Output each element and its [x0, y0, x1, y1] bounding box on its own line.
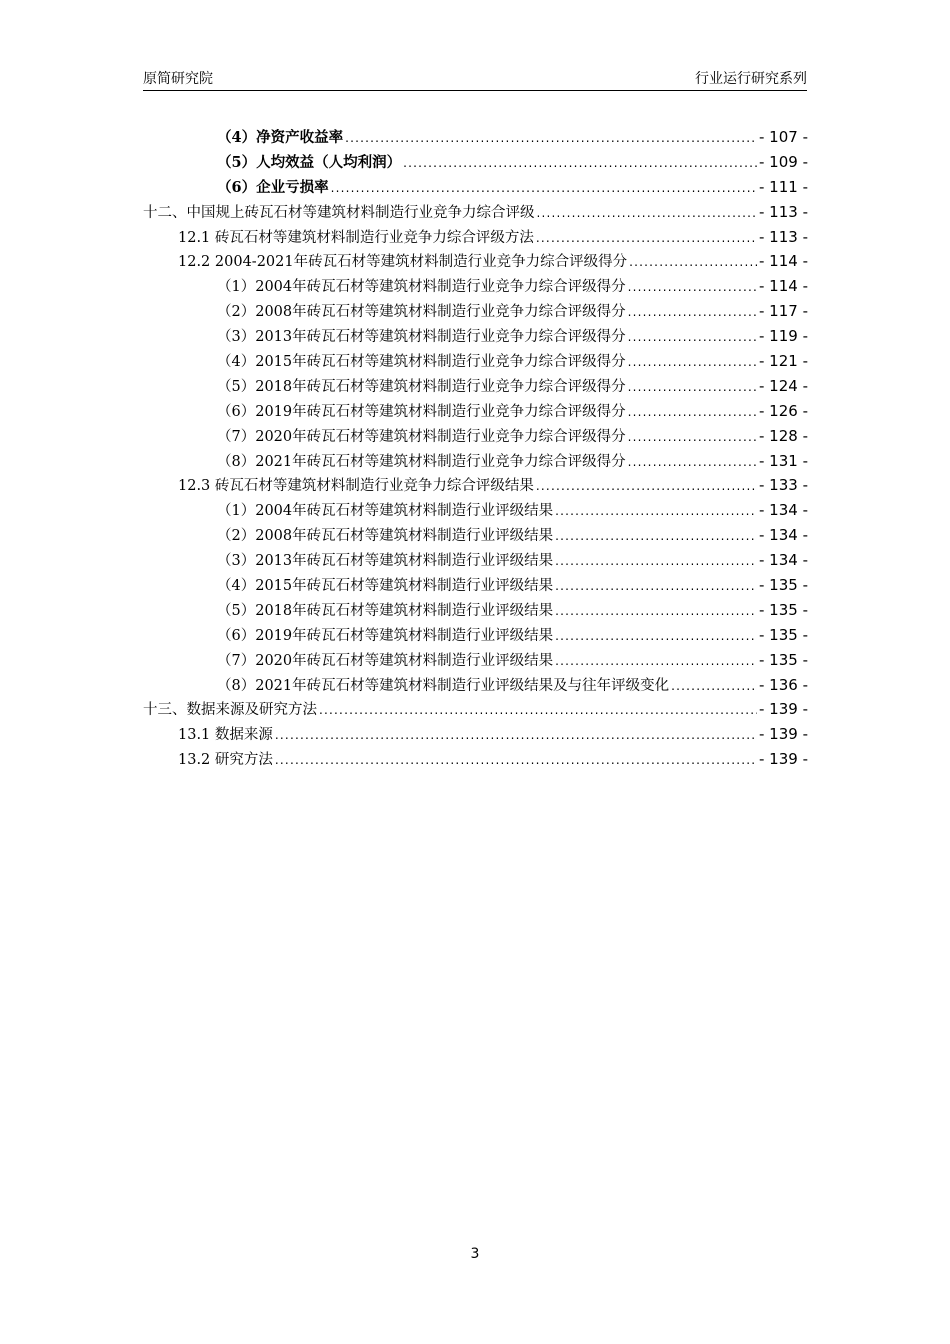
- toc-dot-leader: [555, 649, 757, 674]
- toc-entry[interactable]: [143, 523, 808, 548]
- toc-entry-page: - 114 -: [759, 277, 808, 296]
- toc-entry-title: （6）企业亏损率: [217, 178, 329, 196]
- header-series-name: 行业运行研究系列: [695, 71, 807, 87]
- toc-entry[interactable]: [143, 573, 808, 598]
- toc-entry[interactable]: [143, 225, 808, 250]
- toc-entry-page: - 134 -: [759, 501, 808, 520]
- toc-dot-leader: [628, 400, 757, 425]
- toc-entry-title: （3）2013年砖瓦石材等建筑材料制造行业评级结果: [217, 553, 554, 570]
- toc-dot-leader: [331, 176, 757, 201]
- toc-entry[interactable]: [143, 473, 808, 498]
- toc-entry-page: - 107 -: [759, 128, 808, 146]
- toc-entry[interactable]: [143, 673, 808, 698]
- toc-entry-page: - 109 -: [759, 152, 808, 171]
- toc-entry-title: （3）2013年砖瓦石材等建筑材料制造行业竞争力综合评级得分: [217, 329, 626, 346]
- toc-entry[interactable]: [143, 449, 808, 474]
- toc-entry-title: 十三、数据来源及研究方法: [143, 702, 317, 719]
- toc-entry-page: - 113 -: [759, 202, 808, 221]
- header-org-name: 原简研究院: [143, 71, 213, 87]
- toc-entry-title: 十二、中国规上砖瓦石材等建筑材料制造行业竞争力综合评级: [143, 204, 535, 221]
- page-header: [143, 68, 807, 91]
- toc-entry[interactable]: [143, 125, 808, 150]
- toc-dot-leader: [536, 474, 757, 499]
- toc-entry[interactable]: [143, 175, 808, 200]
- toc-entry-title: （8）2021年砖瓦石材等建筑材料制造行业竞争力综合评级得分: [217, 453, 626, 470]
- toc-dot-leader: [319, 698, 757, 723]
- toc-dot-leader: [555, 549, 757, 574]
- toc-entry-title: （7）2020年砖瓦石材等建筑材料制造行业评级结果: [217, 652, 554, 669]
- toc-entry-title: （6）2019年砖瓦石材等建筑材料制造行业评级结果: [217, 627, 554, 644]
- toc-dot-leader: [537, 201, 758, 226]
- toc-entry-page: - 139 -: [759, 750, 808, 769]
- toc-entry-page: - 113 -: [759, 227, 808, 246]
- toc-entry-page: - 135 -: [759, 650, 808, 669]
- toc-dot-leader: [628, 450, 757, 475]
- toc-entry-title: （5）2018年砖瓦石材等建筑材料制造行业评级结果: [217, 602, 554, 619]
- toc-dot-leader: [629, 250, 757, 275]
- toc-entry-title: （6）2019年砖瓦石材等建筑材料制造行业竞争力综合评级得分: [217, 403, 626, 420]
- toc-entry[interactable]: [143, 200, 808, 225]
- toc-dot-leader: [555, 599, 757, 624]
- toc-entry-title: （5）人均效益（人均利润）: [217, 153, 402, 171]
- toc-entry-page: - 139 -: [759, 700, 808, 719]
- toc-entry[interactable]: [143, 374, 808, 399]
- toc-dot-leader: [345, 126, 757, 151]
- toc-entry[interactable]: [143, 598, 808, 623]
- toc-entry[interactable]: [143, 249, 808, 274]
- toc-dot-leader: [275, 748, 757, 773]
- toc-dot-leader: [555, 499, 757, 524]
- toc-dot-leader: [628, 375, 757, 400]
- toc-entry[interactable]: [143, 399, 808, 424]
- toc-entry[interactable]: [143, 299, 808, 324]
- toc-dot-leader: [628, 325, 757, 350]
- toc-dot-leader: [628, 275, 757, 300]
- toc-entry-page: - 139 -: [759, 725, 808, 744]
- toc-entry-title: （4）2015年砖瓦石材等建筑材料制造行业竞争力综合评级得分: [217, 354, 626, 371]
- toc-dot-leader: [555, 524, 757, 549]
- page-number: 3: [470, 1246, 480, 1262]
- toc-entry[interactable]: [143, 548, 808, 573]
- toc-entry-title: 12.1 砖瓦石材等建筑材料制造行业竞争力综合评级方法: [178, 229, 534, 246]
- toc-entry-page: - 135 -: [759, 576, 808, 595]
- toc-entry-page: - 114 -: [759, 252, 808, 271]
- toc-dot-leader: [671, 674, 757, 699]
- toc-entry[interactable]: [143, 324, 808, 349]
- toc-entry-title: （1）2004年砖瓦石材等建筑材料制造行业竞争力综合评级得分: [217, 279, 626, 296]
- toc-entry[interactable]: [143, 648, 808, 673]
- toc-entry[interactable]: [143, 150, 808, 175]
- toc-dot-leader: [403, 151, 757, 176]
- toc-entry-page: - 133 -: [759, 476, 808, 495]
- toc-dot-leader: [555, 624, 757, 649]
- toc-entry[interactable]: [143, 623, 808, 648]
- toc-entry[interactable]: [143, 274, 808, 299]
- toc-entry-title: （5）2018年砖瓦石材等建筑材料制造行业竞争力综合评级得分: [217, 378, 626, 395]
- toc-entry-title: （7）2020年砖瓦石材等建筑材料制造行业竞争力综合评级得分: [217, 428, 626, 445]
- toc-entry-title: （8）2021年砖瓦石材等建筑材料制造行业评级结果及与往年评级变化: [217, 677, 670, 694]
- toc-entry[interactable]: [143, 722, 808, 747]
- toc-entry-title: 12.3 砖瓦石材等建筑材料制造行业竞争力综合评级结果: [178, 478, 534, 495]
- toc-entry-title: 13.2 研究方法: [178, 752, 273, 769]
- toc-dot-leader: [628, 300, 757, 325]
- toc-entry[interactable]: [143, 349, 808, 374]
- toc-entry-title: 12.2 2004-2021年砖瓦石材等建筑材料制造行业竞争力综合评级得分: [178, 254, 628, 271]
- table-of-contents: [143, 125, 808, 772]
- toc-entry-page: - 126 -: [759, 401, 808, 420]
- toc-dot-leader: [536, 226, 757, 251]
- toc-entry[interactable]: [143, 747, 808, 772]
- toc-entry-page: - 135 -: [759, 625, 808, 644]
- toc-entry[interactable]: [143, 697, 808, 722]
- toc-entry-title: （4）2015年砖瓦石材等建筑材料制造行业评级结果: [217, 578, 554, 595]
- toc-entry-title: （2）2008年砖瓦石材等建筑材料制造行业评级结果: [217, 528, 554, 545]
- toc-entry-page: - 128 -: [759, 426, 808, 445]
- toc-entry-page: - 131 -: [759, 451, 808, 470]
- toc-entry-title: （4）净资产收益率: [217, 129, 344, 146]
- toc-entry-page: - 134 -: [759, 551, 808, 570]
- toc-entry-page: - 134 -: [759, 526, 808, 545]
- toc-entry[interactable]: [143, 498, 808, 523]
- toc-entry-title: （1）2004年砖瓦石材等建筑材料制造行业评级结果: [217, 503, 554, 520]
- toc-dot-leader: [555, 574, 757, 599]
- toc-entry-title: （2）2008年砖瓦石材等建筑材料制造行业竞争力综合评级得分: [217, 304, 626, 321]
- toc-entry-page: - 119 -: [759, 327, 808, 346]
- toc-entry-page: - 136 -: [759, 675, 808, 694]
- toc-entry-title: 13.1 数据来源: [178, 727, 273, 744]
- toc-entry-page: - 111 -: [759, 177, 808, 196]
- toc-dot-leader: [628, 425, 757, 450]
- toc-entry[interactable]: [143, 424, 808, 449]
- toc-dot-leader: [275, 723, 757, 748]
- toc-entry-page: - 117 -: [759, 302, 808, 321]
- toc-entry-page: - 124 -: [759, 376, 808, 395]
- toc-entry-page: - 135 -: [759, 600, 808, 619]
- toc-dot-leader: [628, 350, 757, 375]
- toc-entry-page: - 121 -: [759, 352, 808, 371]
